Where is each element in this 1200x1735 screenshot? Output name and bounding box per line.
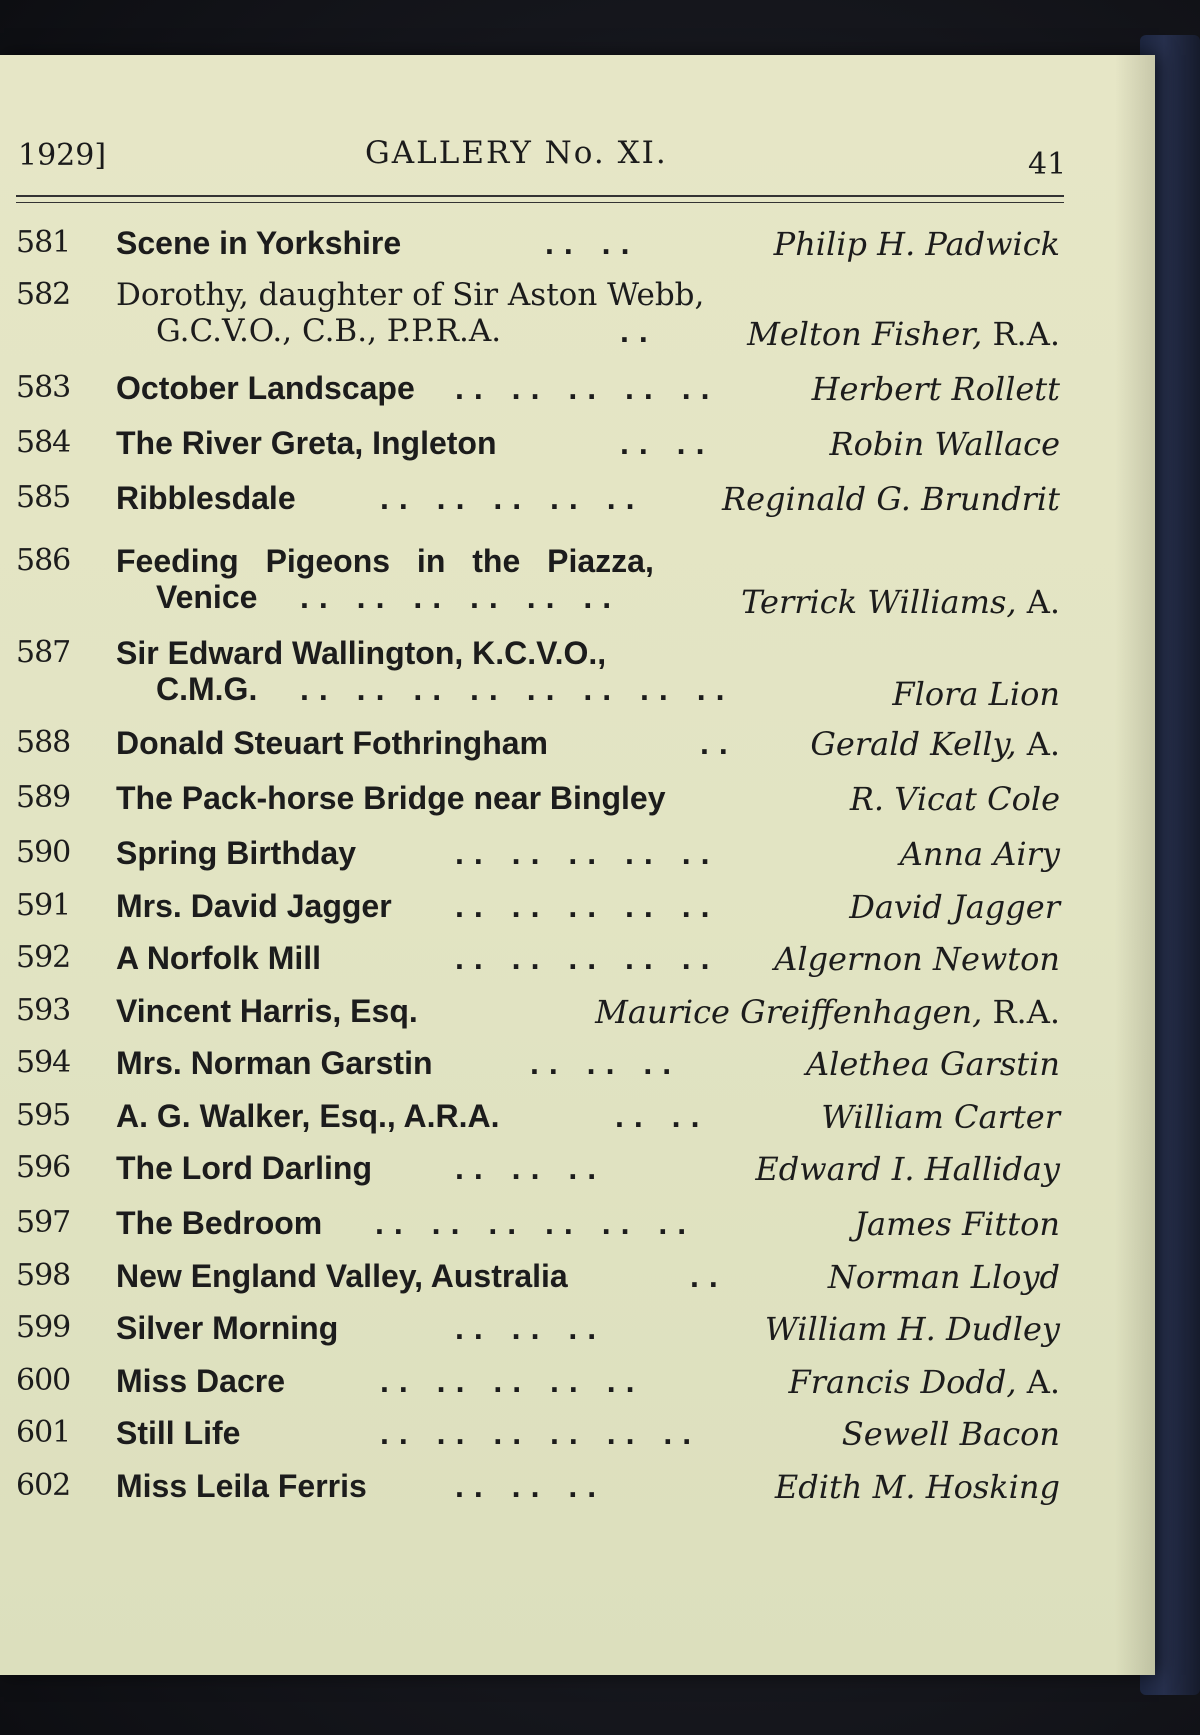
artist-name: Algernon Newton	[774, 940, 1060, 978]
dot-leader: .. .. .. .. ..	[380, 480, 645, 516]
entry-artist	[850, 780, 1060, 818]
header-rule-thin	[16, 202, 1064, 203]
entry-number: 586	[16, 543, 71, 578]
artist-name: Norman Lloyd	[827, 1258, 1060, 1296]
entry-artist	[774, 940, 1060, 978]
entry-title: Sir Edward Wallington, K.C.V.O.,	[116, 635, 607, 671]
entry-title: Vincent Harris, Esq.	[116, 993, 418, 1029]
entry-number: 600	[16, 1363, 71, 1398]
entry-artist	[900, 835, 1060, 873]
entry-artist	[755, 1150, 1060, 1188]
artist-name: Reginald G. Brundrit	[722, 480, 1060, 518]
gallery-title: GALLERY No. XI.	[365, 135, 668, 171]
entry-title: A Norfolk Mill	[116, 940, 322, 976]
artist-name: David Jagger	[849, 888, 1060, 926]
artist-name: Alethea Garstin	[806, 1045, 1060, 1083]
entry-artist	[828, 1258, 1060, 1296]
artist-name: Maurice Greiffenhagen,	[595, 993, 983, 1031]
artist-name: Francis Dodd,	[788, 1363, 1017, 1401]
header-rule-thick	[16, 195, 1064, 197]
entry-artist	[849, 888, 1060, 926]
entry-title: Dorothy, daughter of Sir Aston Webb,	[116, 277, 705, 313]
artist-name: William H. Dudley	[764, 1310, 1060, 1348]
dot-leader: .. .. .. .. .. ..	[375, 1205, 697, 1241]
dot-leader: .. .. .. .. .. ..	[380, 1415, 702, 1451]
catalogue-page	[0, 55, 1155, 1675]
artist-name: Terrick Williams,	[741, 583, 1017, 621]
entry-artist	[722, 480, 1060, 518]
entry-artist	[595, 993, 1060, 1031]
dot-leader: .. .. .. .. ..	[455, 888, 720, 924]
dot-leader: .. .. .. .. .. ..	[300, 579, 622, 615]
artist-name: Anna Airy	[899, 835, 1060, 873]
entry-number: 583	[16, 370, 71, 405]
entry-number: 602	[16, 1468, 71, 1503]
entry-title-continued: G.C.V.O., C.B., P.P.R.A.	[156, 313, 502, 349]
artist-suffix: R.A.	[982, 315, 1060, 353]
entry-title-continued: C.M.G.	[156, 671, 258, 707]
artist-name: Edward I. Halliday	[755, 1150, 1060, 1188]
page-number: 41	[1028, 147, 1067, 182]
entry-number: 599	[16, 1310, 71, 1345]
artist-suffix: A.	[1016, 725, 1060, 763]
artist-name: Melton Fisher,	[747, 315, 983, 353]
entry-number: 593	[16, 993, 71, 1028]
entry-number: 588	[16, 725, 71, 760]
dot-leader: .. ..	[615, 1098, 710, 1134]
dot-leader: .. .. .. .. .. .. .. ..	[300, 671, 735, 707]
entry-artist	[775, 1468, 1060, 1506]
entry-title-continued: Venice	[156, 579, 258, 615]
entry-artist	[747, 315, 1060, 353]
entry-artist	[854, 1205, 1060, 1243]
entry-number: 585	[16, 480, 71, 515]
entry-title: Still Life	[116, 1415, 241, 1451]
entry-title: Silver Morning	[116, 1310, 339, 1346]
entry-title: New England Valley, Australia	[116, 1258, 568, 1294]
entry-number: 596	[16, 1150, 71, 1185]
artist-name: Philip H. Padwick	[773, 225, 1060, 263]
dot-leader: .. ..	[545, 225, 640, 261]
entry-number: 591	[16, 888, 71, 923]
dot-leader: ..	[690, 1258, 728, 1294]
entry-artist	[830, 425, 1060, 463]
entry-title: A. G. Walker, Esq., A.R.A.	[116, 1098, 500, 1134]
entry-number: 594	[16, 1045, 71, 1080]
artist-name: Edith M. Hosking	[774, 1468, 1060, 1506]
entry-number: 598	[16, 1258, 71, 1293]
entry-number: 601	[16, 1415, 71, 1450]
artist-name: William Carter	[821, 1098, 1060, 1136]
entry-title: Miss Leila Ferris	[116, 1468, 367, 1504]
entry-title: Miss Dacre	[116, 1363, 285, 1399]
dot-leader: .. .. .. .. ..	[455, 835, 720, 871]
entry-artist	[765, 1310, 1060, 1348]
dot-leader: .. ..	[620, 425, 715, 461]
entry-title: Feeding Pigeons in the Piazza,	[116, 543, 654, 579]
artist-name: Flora Lion	[892, 675, 1060, 713]
entry-number: 582	[16, 277, 71, 312]
dot-leader: .. .. .. .. ..	[455, 370, 720, 406]
dot-leader: .. .. ..	[455, 1150, 607, 1186]
artist-name: Sewell Bacon	[841, 1415, 1060, 1453]
entry-artist	[741, 583, 1060, 621]
artist-suffix: A.	[1016, 1363, 1060, 1401]
artist-name: James Fitton	[854, 1205, 1060, 1243]
entry-title: The Lord Darling	[116, 1150, 372, 1186]
dot-leader: ..	[620, 313, 658, 349]
page-header	[0, 55, 1155, 215]
artist-name: R. Vicat Cole	[849, 780, 1060, 818]
entry-artist	[821, 1098, 1060, 1136]
entry-number: 597	[16, 1205, 71, 1240]
entry-number: 584	[16, 425, 71, 460]
entry-title: Spring Birthday	[116, 835, 357, 871]
dot-leader: .. .. .. .. ..	[380, 1363, 645, 1399]
entry-number: 592	[16, 940, 71, 975]
year-label: 1929]	[18, 138, 107, 173]
entry-title: The Pack-horse Bridge near Bingley	[116, 780, 666, 816]
entry-number: 595	[16, 1098, 71, 1133]
entry-title: The Bedroom	[116, 1205, 323, 1241]
entry-artist	[806, 1045, 1060, 1083]
entry-number: 589	[16, 780, 71, 815]
artist-suffix: R.A.	[982, 993, 1060, 1031]
entry-title: Mrs. Norman Garstin	[116, 1045, 433, 1081]
entry-artist	[892, 675, 1060, 713]
entry-artist	[774, 225, 1060, 263]
artist-suffix: A.	[1016, 583, 1060, 621]
entry-title: October Landscape	[116, 370, 415, 406]
dot-leader: ..	[700, 725, 738, 761]
artist-name: Gerald Kelly,	[810, 725, 1017, 763]
entry-artist	[789, 1363, 1060, 1401]
entry-number: 581	[16, 225, 71, 260]
entry-title: Ribblesdale	[116, 480, 296, 516]
entry-title: The River Greta, Ingleton	[116, 425, 497, 461]
entry-artist	[812, 370, 1060, 408]
artist-name: Herbert Rollett	[811, 370, 1060, 408]
dot-leader: .. .. ..	[455, 1468, 607, 1504]
entry-number: 587	[16, 635, 71, 670]
dot-leader: .. .. ..	[455, 1310, 607, 1346]
entry-number: 590	[16, 835, 71, 870]
artist-name: Robin Wallace	[829, 425, 1060, 463]
dot-leader: .. .. ..	[530, 1045, 682, 1081]
entry-title: Donald Steuart Fothringham	[116, 725, 548, 761]
entry-title: Mrs. David Jagger	[116, 888, 392, 924]
entry-artist	[842, 1415, 1060, 1453]
entry-artist	[810, 725, 1060, 763]
dot-leader: .. .. .. .. ..	[455, 940, 720, 976]
entry-title: Scene in Yorkshire	[116, 225, 402, 261]
